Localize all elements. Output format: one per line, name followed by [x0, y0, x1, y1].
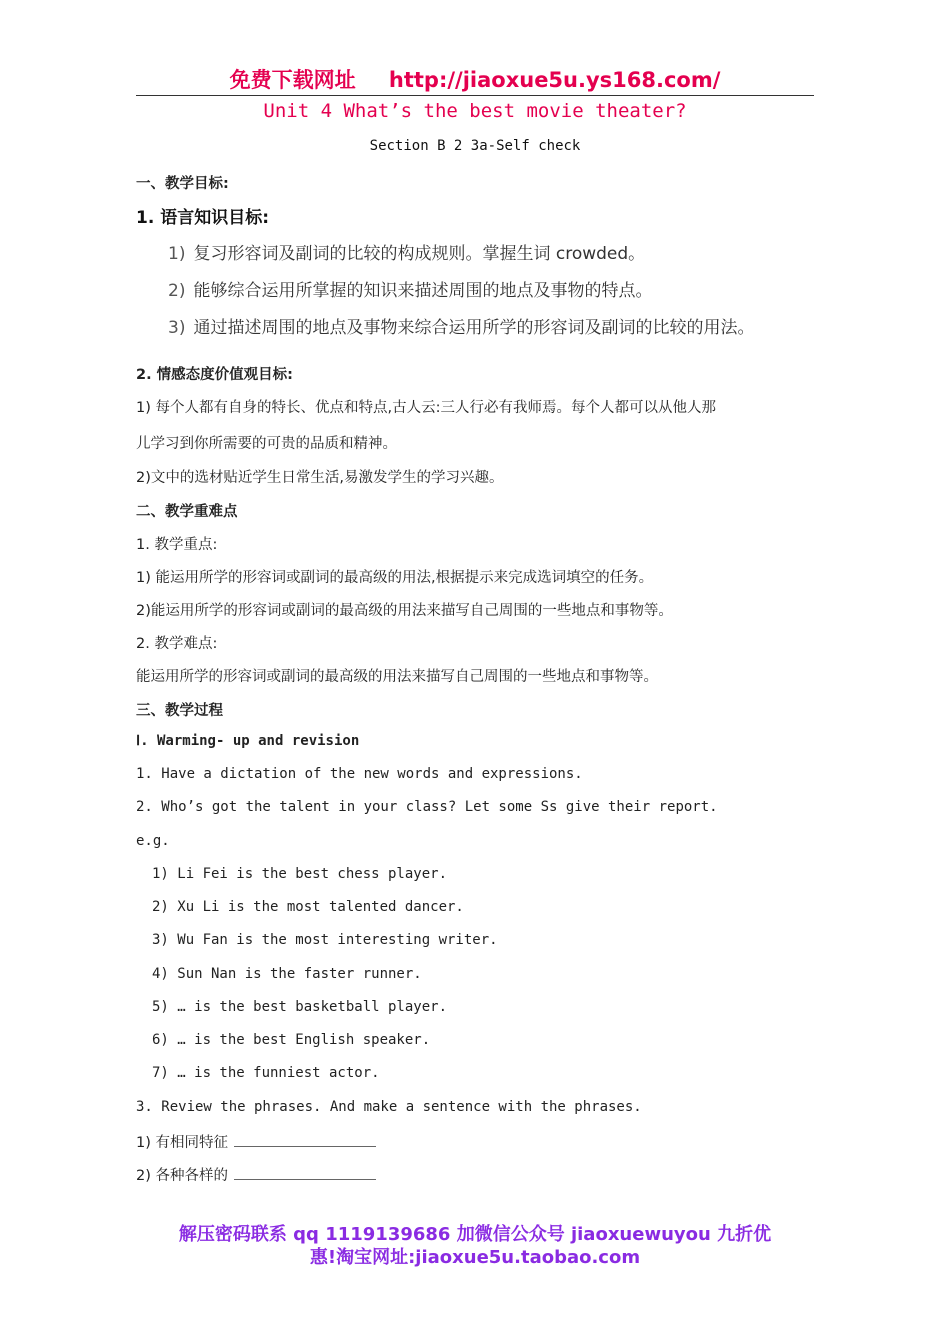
- section-heading-key-points: 二、教学重难点: [136, 504, 238, 520]
- knowledge-goal-item: [168, 313, 754, 338]
- difficulty-text: 能运用所学的形容词或副词的最高级的用法来描写自己周围的一些地点和事物等。: [136, 669, 658, 685]
- knowledge-goal-heading: 1. 语言知识目标:: [136, 208, 270, 228]
- process-step-2: 2. Who’s got the talent in your class? Let some Ss give their report.: [136, 799, 718, 815]
- phrase-text: 2) 各种各样的: [136, 1168, 228, 1184]
- page-header: [0, 64, 950, 94]
- section-heading-goals: 一、教学目标:: [136, 176, 229, 192]
- item-text: 复习形容词及副词的比较的构成规则。掌握生词 crowded。: [193, 244, 646, 264]
- answer-blank[interactable]: [234, 1165, 376, 1180]
- item-text: 能够综合运用所掌握的知识来描述周围的地点及事物的特点。: [193, 281, 653, 301]
- emotion-goal-heading: 2. 情感态度价值观目标:: [136, 367, 293, 383]
- example-item: 7) … is the funniest actor.: [152, 1065, 380, 1081]
- emotion-goal-item-1a: 1) 每个人都有自身的特长、优点和特点,古人云:三人行必有我师焉。每个人都可以从他人那: [136, 400, 716, 416]
- example-item: 1) Li Fei is the best chess player.: [152, 866, 448, 882]
- focus-heading: 1. 教学重点:: [136, 537, 218, 553]
- example-label: e.g.: [136, 833, 170, 849]
- example-item: 2) Xu Li is the most talented dancer.: [152, 899, 464, 915]
- phrase-text: 1) 有相同特征: [136, 1135, 228, 1151]
- knowledge-goal-item: [168, 239, 645, 264]
- process-step-1: 1. Have a dictation of the new words and expressions.: [136, 766, 583, 782]
- document-title: Unit 4 What’s the best movie theater?: [263, 100, 687, 122]
- header-site-url[interactable]: http://jiaoxue5u.ys168.com/: [388, 68, 721, 92]
- emotion-goal-item-2: 2)文中的选材贴近学生日常生活,易激发学生的学习兴趣。: [136, 470, 504, 486]
- difficulty-heading: 2. 教学难点:: [136, 636, 218, 652]
- phrase-item: [136, 1131, 376, 1152]
- phrase-item: [136, 1164, 376, 1185]
- process-step-3: 3. Review the phrases. And make a sentence with the phrases.: [136, 1099, 642, 1115]
- header-divider: [136, 95, 814, 96]
- footer-line-2: 惠!淘宝网址:jiaoxue5u.taobao.com: [309, 1247, 641, 1268]
- answer-blank[interactable]: [234, 1132, 376, 1147]
- example-item: 5) … is the best basketball player.: [152, 999, 448, 1015]
- header-site-label: 免费下载网址: [229, 68, 356, 92]
- example-item: 6) … is the best English speaker.: [152, 1032, 431, 1048]
- item-number: 3): [168, 318, 186, 338]
- focus-item-1: 1) 能运用所学的形容词或副词的最高级的用法,根据提示来完成选词填空的任务。: [136, 570, 654, 586]
- step-heading: Ⅰ. Warming- up and revision: [136, 733, 360, 749]
- example-item: 3) Wu Fan is the most interesting writer.: [152, 932, 498, 948]
- emotion-goal-item-1b: 儿学习到你所需要的可贵的品质和精神。: [136, 436, 397, 452]
- footer-line-1: 解压密码联系 qq 1119139686 加微信公众号 jiaoxuewuyou 九折优: [178, 1224, 772, 1245]
- knowledge-goal-item: [168, 276, 652, 301]
- document-subtitle: Section B 2 3a-Self check: [369, 138, 581, 154]
- section-heading-process: 三、教学过程: [136, 703, 223, 719]
- example-item: 4) Sun Nan is the faster runner.: [152, 966, 422, 982]
- item-text: 通过描述周围的地点及事物来综合运用所学的形容词及副词的比较的用法。: [193, 318, 755, 338]
- focus-item-2: 2)能运用所学的形容词或副词的最高级的用法来描写自己周围的一些地点和事物等。: [136, 603, 673, 619]
- item-number: 2): [168, 281, 186, 301]
- item-number: 1): [168, 244, 186, 264]
